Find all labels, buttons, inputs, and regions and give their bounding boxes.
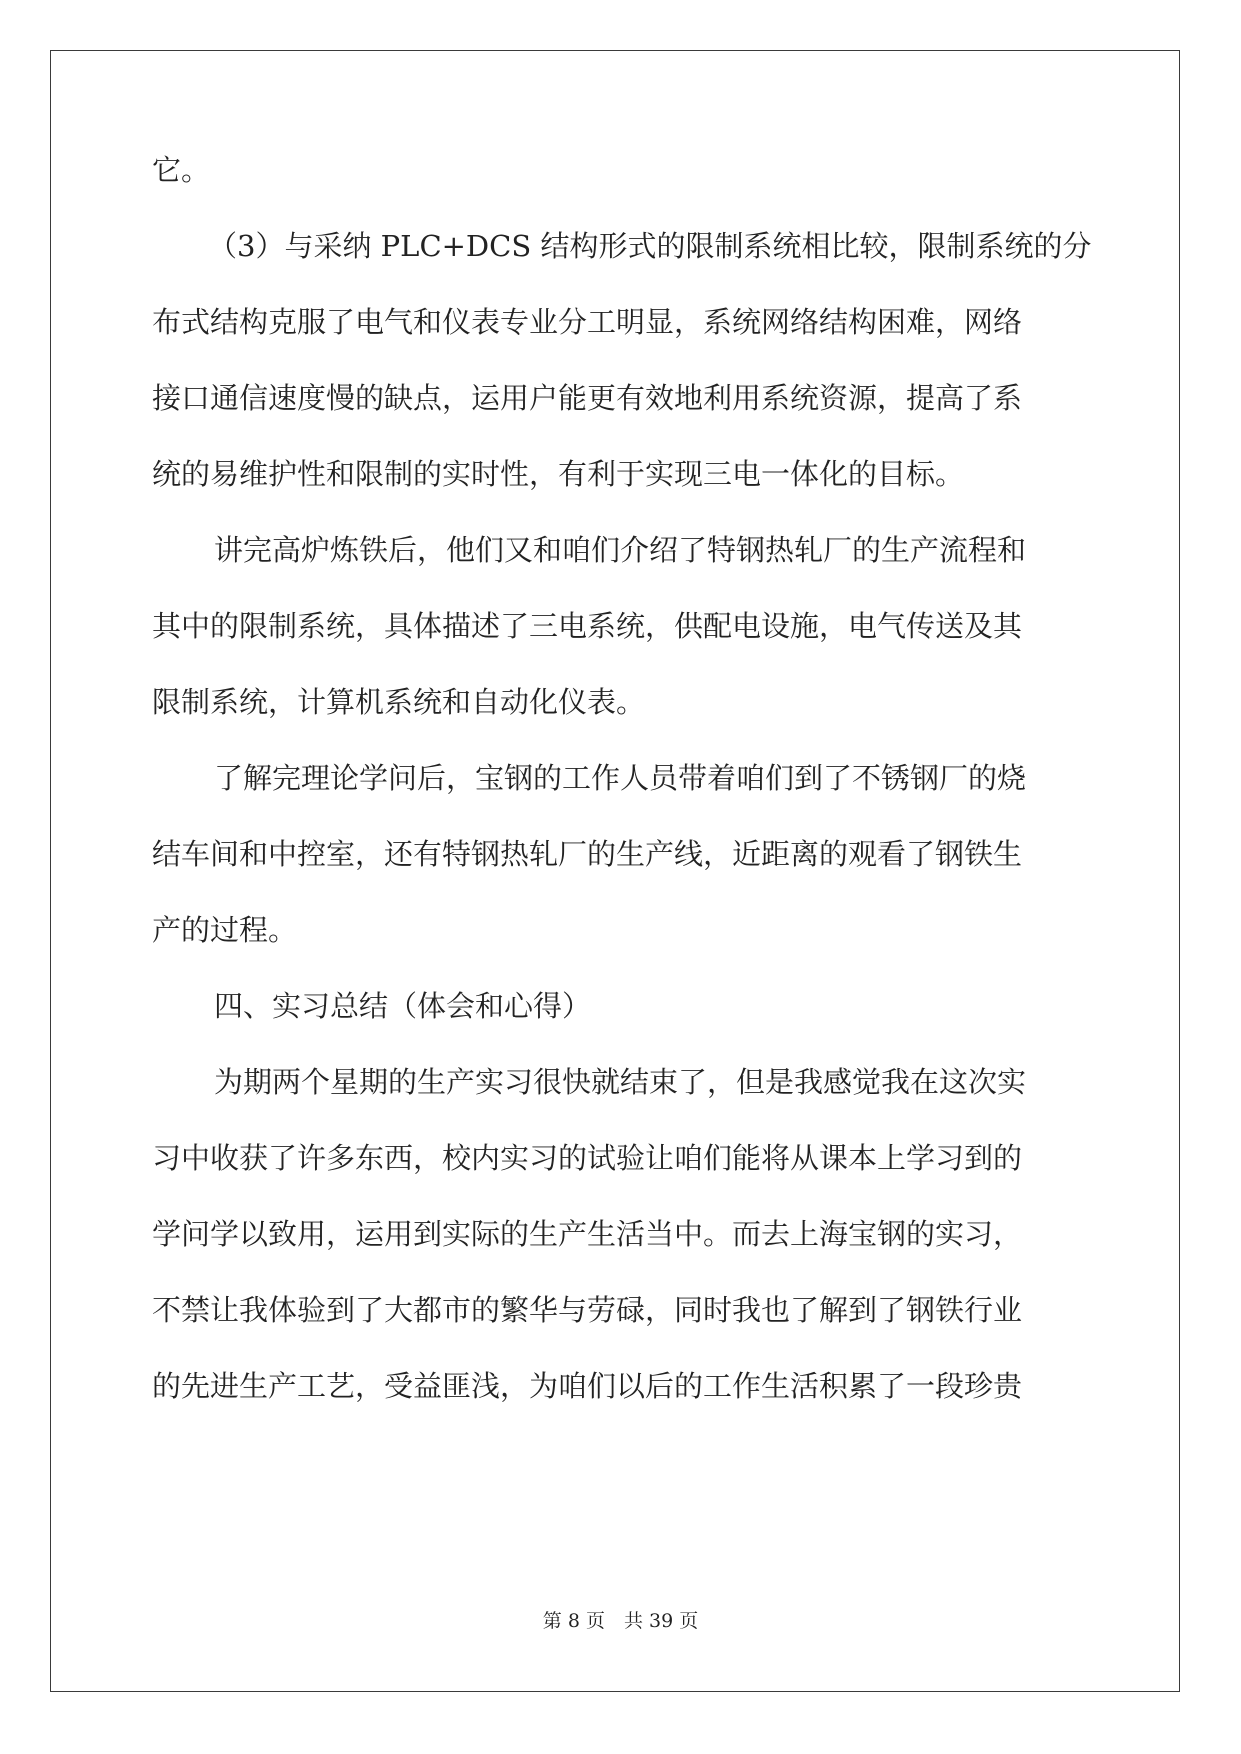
section-heading: 四、实习总结（体会和心得） [214, 989, 592, 1023]
text-line: 限制系统，计算机系统和自动化仪表。 [152, 685, 646, 719]
text-line: 产的过程。 [152, 913, 298, 947]
text-line: 它。 [152, 153, 211, 187]
text-line: 讲完高炉炼铁后，他们又和咱们介绍了特钢热轧厂的生产流程和 [214, 533, 1027, 567]
text-line: 为期两个星期的生产实习很快就结束了，但是我感觉我在这次实 [214, 1065, 1027, 1099]
text-line: 不禁让我体验到了大都市的繁华与劳碌，同时我也了解到了钢铁行业 [152, 1293, 1023, 1327]
page-number: 第 8 页 共 39 页 [542, 1610, 699, 1632]
text-line: 的先进生产工艺，受益匪浅，为咱们以后的工作生活积累了一段珍贵 [152, 1369, 1023, 1403]
text-line: 其中的限制系统，具体描述了三电系统，供配电设施，电气传送及其 [152, 609, 1023, 643]
text-line: 了解完理论学问后，宝钢的工作人员带着咱们到了不锈钢厂的烧 [214, 761, 1027, 795]
text-line: 习中收获了许多东西，校内实习的试验让咱们能将从课本上学习到的 [152, 1141, 1023, 1175]
text-line: 接口通信速度慢的缺点，运用户能更有效地利用系统资源，提高了系 [152, 381, 1023, 415]
text-line: 学问学以致用，运用到实际的生产生活当中。而去上海宝钢的实习， [152, 1217, 1023, 1251]
text-line: （3）与采纳 PLC+DCS 结构形式的限制系统相比较，限制系统的分 [208, 229, 1092, 263]
text-line: 结车间和中控室，还有特钢热轧厂的生产线，近距离的观看了钢铁生 [152, 837, 1023, 871]
text-line: 布式结构克服了电气和仪表专业分工明显，系统网络结构困难，网络 [152, 305, 1023, 339]
text-line: 统的易维护性和限制的实时性，有利于实现三电一体化的目标。 [152, 457, 965, 491]
